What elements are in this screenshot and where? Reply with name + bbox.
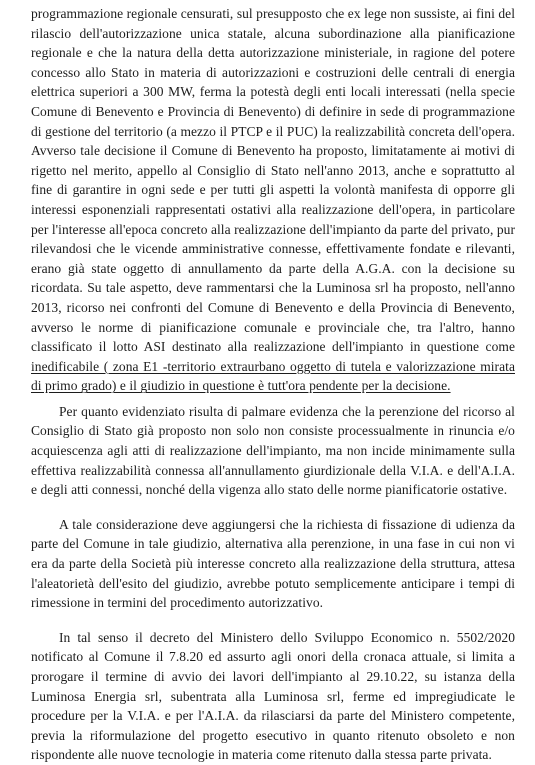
paragraph-2-text: Per quanto evidenziato risulta di palmare evidenza che la perenzione del ricorso al Consiglio di Stato già proposto non solo non consiste processualmente in rinuncia e/o acquiescenza agli atti di realizzazione dell'impianto, ma non incide minimamente sulla effettiva realizzabilità connessa all'annullamento giurdizionale della V.I.A. e dell'A.I.A. e degli atti connessi, nonché della vigenza allo stato delle norme pianificatorie ostative.: [31, 403, 515, 498]
paragraph-fissazione-udienza: [31, 515, 515, 613]
paragraph-1-text: programmazione regionale censurati, sul presupposto che ex lege non sussiste, ai fini del rilascio dell'autorizzazione unica statale, alcuna subordinazione alla pianificazione regionale e che la natura della detta autorizzazione ministeriale, in ragione del potere concesso allo Stato in materia di autorizzazioni e costruzioni delle centrali di energia elettrica superiori a 300 MW, ferma la potestà degli enti locali interessati (nella specie Comune di Benevento e Provincia di Benevento) di definire in sede di programmazione di gestione del territorio (a mezzo il PTCP e il PUC) la realizzabilità concreta dell'opera. Avverso tale decisione il Comune di Benevento ha proposto, limitatamente ai motivi di rigetto nel merito, appello al Consiglio di Stato nell'anno 2013, anche e soprattutto al fine di garantire in ogni sede e per tutti gli aspetti la volontà manifesta di opporre gli interessi esponenziali rappresentati ostativi alla realizzazione dell'opera, in particolare per l'interesse all'epoca concreto alla realizzazione dell'impianto da parte del privato, pur rilevandosi che le vicende amministrative connesse, effettivamente fondate e rilevanti, erano già state oggetto di annullamento da parte della A.G.A. con la decisione su ricordata. Su tale aspetto, deve rammentarsi che la Luminosa srl ha proposto, nell'anno 2013, ricorso nei confronti del Comune di Benevento e della Provincia di Benevento, avverso le norme di pianificazione comunale e provinciale che, tra l'altro, hanno classificato il lotto ASI destinato alla realizzazione dell'impianto in questione come: [31, 6, 515, 355]
paragraph-perenzione: [31, 402, 515, 500]
paragraph-ricorso-consiglio-di-stato: [31, 4, 515, 396]
paragraph-1-underlined-text: inedificabile ( zona E1 -territorio extraurbano oggetto di tutela e valorizzazione mirata di primo grado) e il giudizio in questione è tutt'ora pendente per la decisione.: [31, 358, 515, 394]
paragraph-4-text: In tal senso il decreto del Ministero dello Sviluppo Economico n. 5502/2020 notificato al Comune il 7.8.20 ed assurto agli onori della cronaca attuale, si limita a prorogare il termine di avvio dei lavori dell'impianto al 29.10.22, su istanza della Luminosa Energia srl, subentrata alla Luminosa srl, ferme ed impregiudicate le procedure per la V.I.A. e per l'A.I.A. da rilasciarsi da parte del Ministero competente, previa la riformulazione del progetto esecutivo in quanto ritenuto obsoleto e non rispondente alle nuove tecnologie in materia come ritenuto dalla stessa parte privata.: [31, 629, 515, 763]
paragraph-3-text: A tale considerazione deve aggiungersi che la richiesta di fissazione di udienza da parte del Comune in tale giudizio, alternativa alla perenzione, in una fase in cui non vi era da parte della Società più interesse concreto alla realizzazione della struttura, attesa l'aleatorietà dell'esito del giudizio, avrebbe potuto semplicemente anticipare i tempi di rimessione in termini del procedimento autorizzativo.: [31, 516, 515, 611]
paragraph-decreto-ministero: [31, 628, 515, 765]
